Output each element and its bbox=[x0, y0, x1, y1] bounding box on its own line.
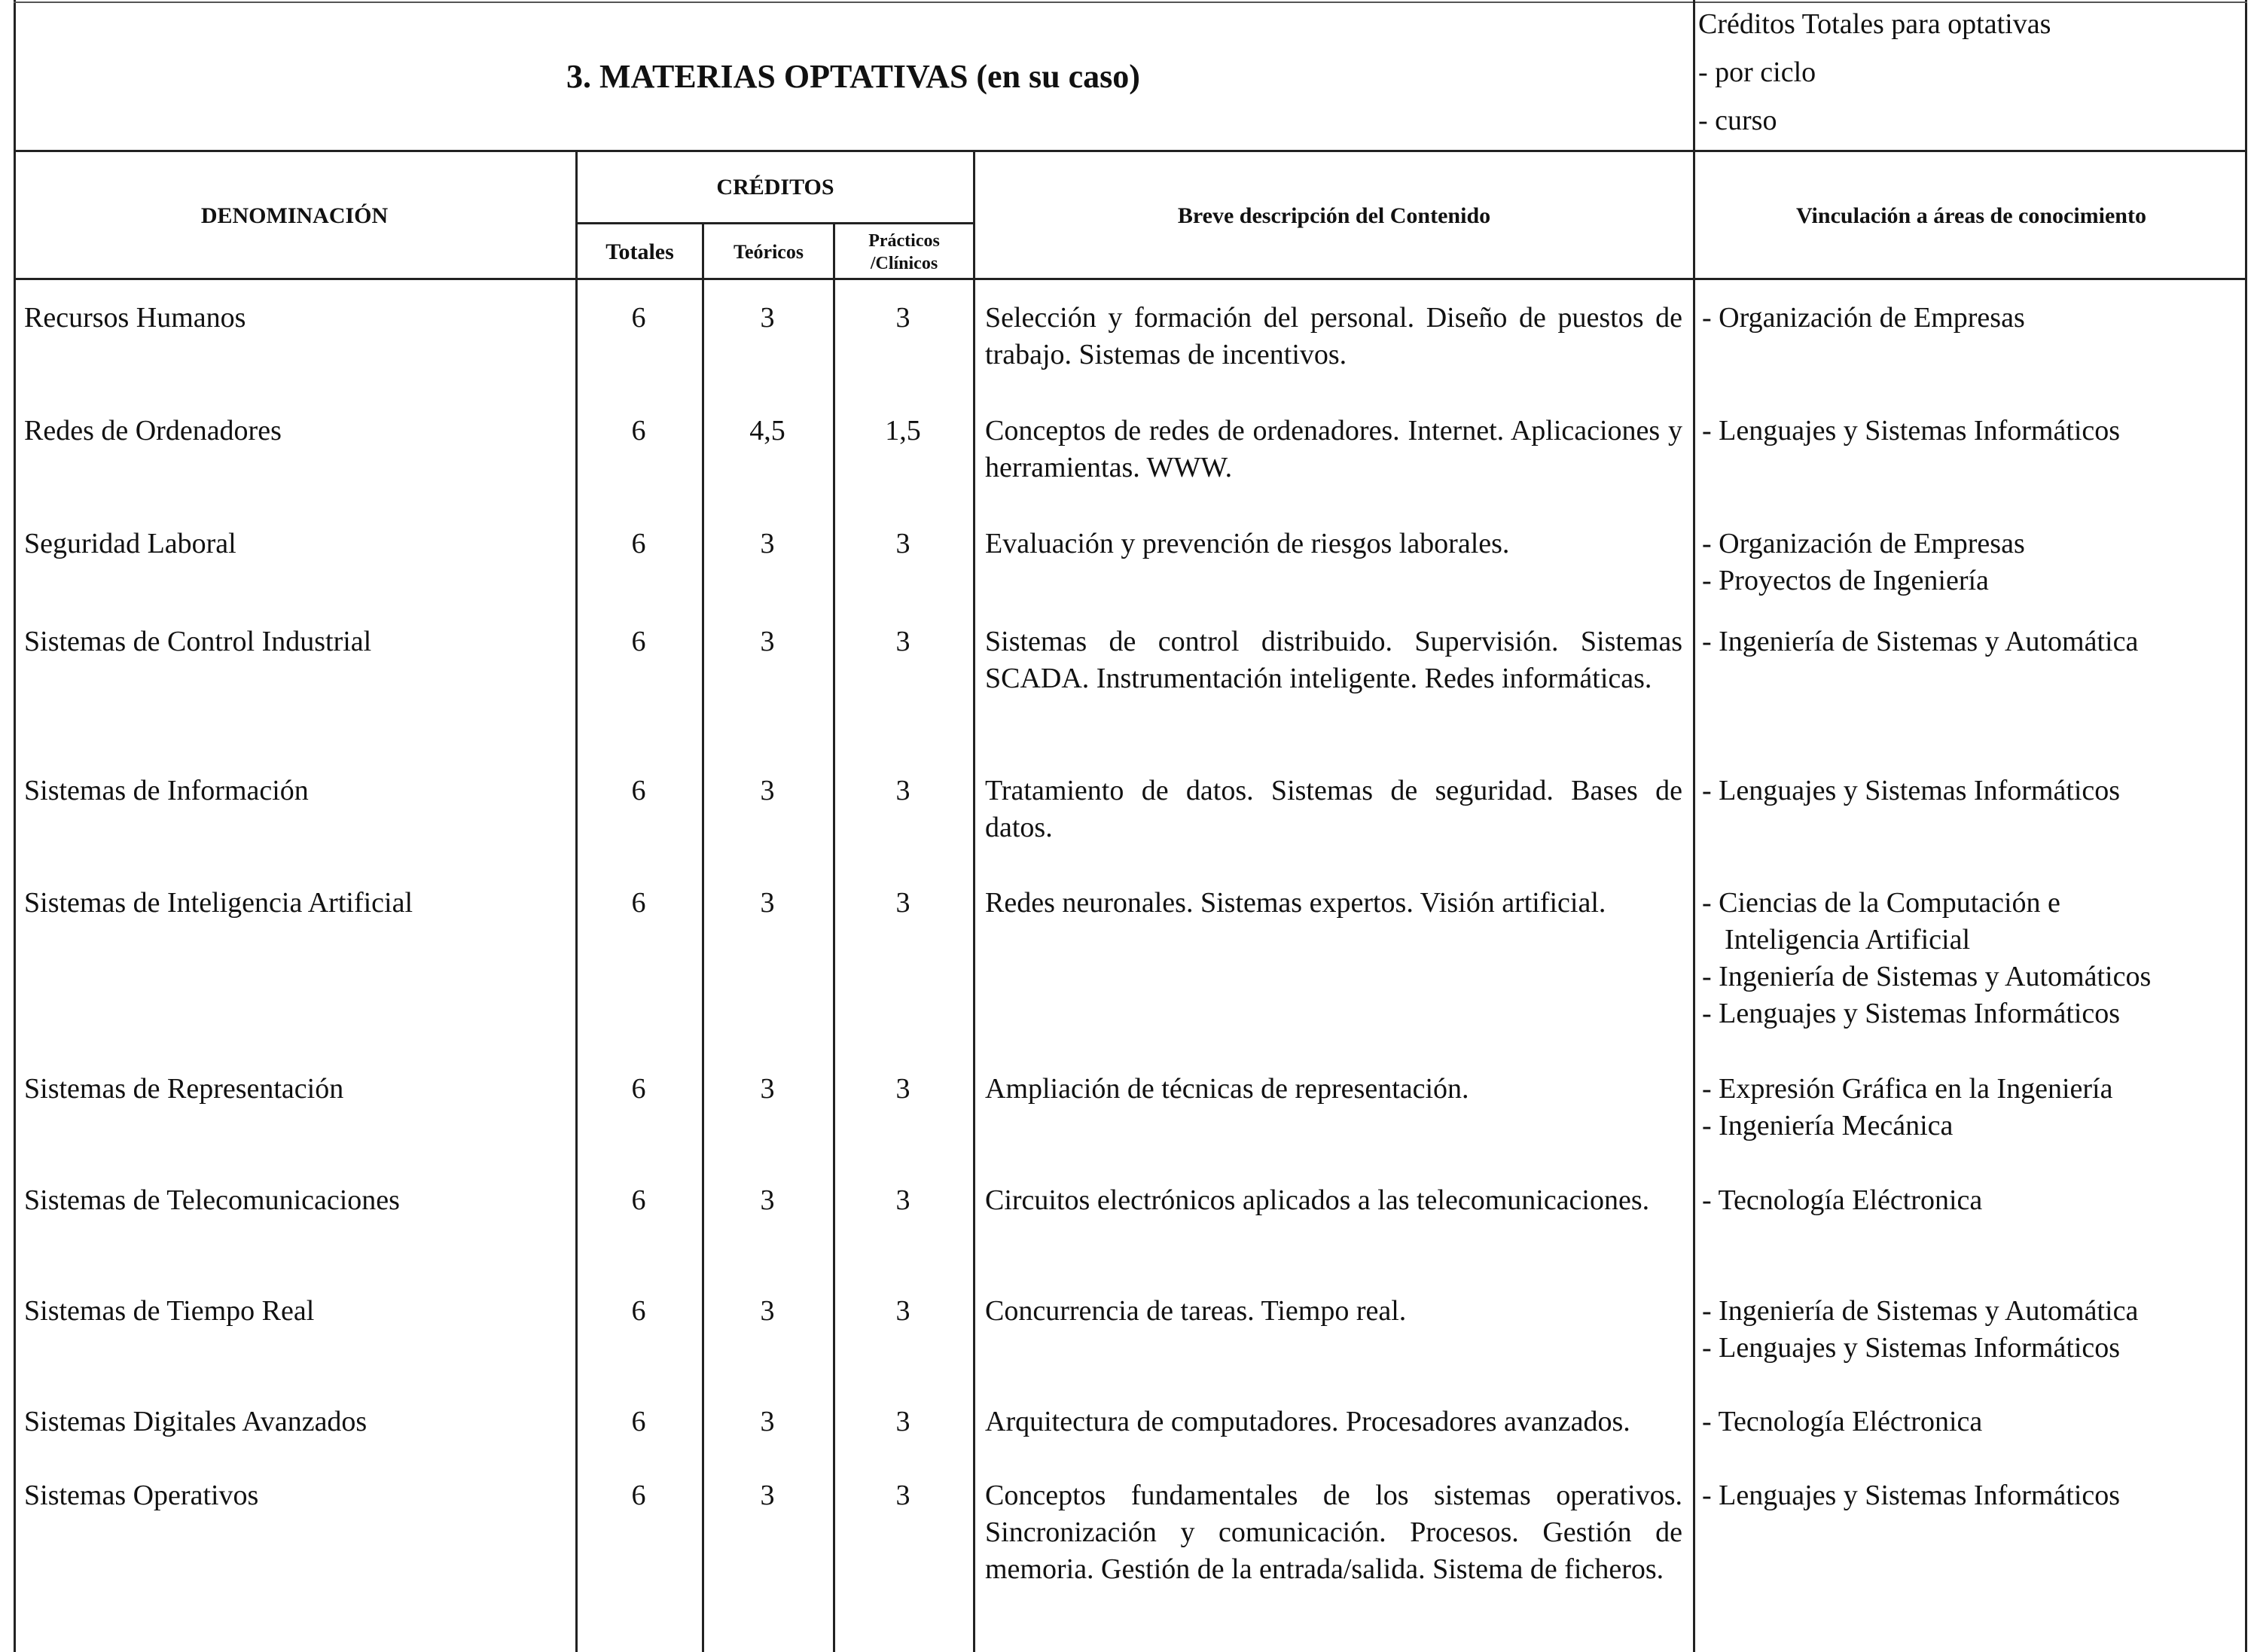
column-divider bbox=[575, 280, 578, 1652]
subject-name: Sistemas de Información bbox=[24, 775, 309, 806]
credits-practice: 3 bbox=[895, 626, 910, 657]
credits-total: 6 bbox=[631, 887, 646, 919]
knowledge-area-item: - Lenguajes y Sistemas Informáticos bbox=[1702, 1480, 2121, 1511]
knowledge-areas bbox=[1693, 1477, 2247, 1514]
subject-name: Redes de Ordenadores bbox=[24, 415, 282, 447]
credits-total: 6 bbox=[631, 1480, 646, 1511]
credits-practice: 3 bbox=[895, 1184, 910, 1216]
subject-name: Sistemas de Telecomunicaciones bbox=[24, 1184, 400, 1216]
credits-practice: 3 bbox=[895, 302, 910, 334]
subject-name: Sistemas de Representación bbox=[24, 1073, 344, 1105]
credits-practice: 3 bbox=[895, 1295, 910, 1327]
credits-summary-box bbox=[1693, 0, 2247, 152]
knowledge-areas bbox=[1693, 623, 2247, 660]
knowledge-areas bbox=[1693, 1182, 2247, 1219]
credits-summary-title: Créditos Totales para optativas bbox=[1698, 8, 2051, 40]
content-description: Selección y formación del personal. Diseño de puestos de trabajo. Sistemas de incentivos. bbox=[985, 302, 1682, 370]
content-description: Concurrencia de tareas. Tiempo real. bbox=[985, 1295, 1407, 1327]
table-header bbox=[14, 0, 2247, 152]
knowledge-area-item: - Ingeniería de Sistemas y Automática bbox=[1702, 626, 2139, 657]
col-vinculacion: Vinculación a áreas de conocimiento bbox=[1693, 152, 2247, 280]
credits-theory: 3 bbox=[760, 1295, 775, 1327]
knowledge-area-item: - Lenguajes y Sistemas Informáticos bbox=[1702, 415, 2121, 447]
credits-total: 6 bbox=[631, 415, 646, 447]
content-description: Sistemas de control distribuido. Supervisión. Sistemas SCADA. Instrumentación inteligente. Redes informáticas. bbox=[985, 626, 1682, 694]
credits-total: 6 bbox=[631, 626, 646, 657]
credits-total: 6 bbox=[631, 302, 646, 334]
content-description: Circuitos electrónicos aplicados a las telecomunicaciones. bbox=[985, 1184, 1650, 1216]
credits-theory: 3 bbox=[760, 528, 775, 559]
knowledge-area-item: - Ingeniería de Sistemas y Automática bbox=[1702, 1295, 2139, 1327]
content-description: Conceptos fundamentales de los sistemas operativos. Sincronización y comunicación. Procesos. Gestión de memoria. Gestión de la entrada/salida. Sistema de ficheros. bbox=[985, 1480, 1682, 1585]
knowledge-areas bbox=[1693, 300, 2247, 337]
knowledge-area-item: - Lenguajes y Sistemas Informáticos bbox=[1702, 998, 2121, 1029]
credits-theory: 3 bbox=[760, 302, 775, 334]
knowledge-area-item: - Ingeniería de Sistemas y Automáticos bbox=[1702, 961, 2152, 992]
col-teoricos: Teóricos bbox=[702, 224, 833, 280]
knowledge-areas bbox=[1693, 1071, 2247, 1145]
credits-practice: 3 bbox=[895, 887, 910, 919]
column-divider bbox=[702, 280, 704, 1652]
credits-practice: 3 bbox=[895, 775, 910, 806]
content-description: Evaluación y prevención de riesgos laborales. bbox=[985, 528, 1510, 559]
content-description: Ampliación de técnicas de representación. bbox=[985, 1073, 1469, 1105]
knowledge-areas bbox=[1693, 413, 2247, 450]
subject-name: Seguridad Laboral bbox=[24, 528, 236, 559]
col-practicos: Prácticos /Clínicos bbox=[833, 224, 973, 280]
knowledge-area-item: - Organización de Empresas bbox=[1702, 528, 2025, 559]
knowledge-areas bbox=[1693, 885, 2247, 1032]
column-headers bbox=[14, 152, 2247, 280]
credits-theory: 3 bbox=[760, 1073, 775, 1105]
credits-per-course: - curso bbox=[1698, 105, 1777, 136]
knowledge-area-item: - Tecnología Eléctronica bbox=[1702, 1184, 1983, 1216]
credits-total: 6 bbox=[631, 775, 646, 806]
credits-theory: 4,5 bbox=[749, 415, 785, 447]
credits-theory: 3 bbox=[760, 887, 775, 919]
credits-total: 6 bbox=[631, 1295, 646, 1327]
credits-practice: 3 bbox=[895, 1480, 910, 1511]
col-creditos: CRÉDITOS bbox=[575, 152, 973, 224]
knowledge-areas bbox=[1693, 526, 2247, 599]
knowledge-areas bbox=[1693, 773, 2247, 809]
credits-total: 6 bbox=[631, 1073, 646, 1105]
content-description: Conceptos de redes de ordenadores. Internet. Aplicaciones y herramientas. WWW. bbox=[985, 415, 1682, 483]
credits-theory: 3 bbox=[760, 626, 775, 657]
credits-theory: 3 bbox=[760, 1480, 775, 1511]
knowledge-area-item: - Lenguajes y Sistemas Informáticos bbox=[1702, 775, 2121, 806]
credits-total: 6 bbox=[631, 1406, 646, 1437]
credits-practice: 1,5 bbox=[885, 415, 921, 447]
knowledge-area-item: - Tecnología Eléctronica bbox=[1702, 1406, 1983, 1437]
content-description: Redes neuronales. Sistemas expertos. Visión artificial. bbox=[985, 887, 1606, 919]
knowledge-area-item: - Proyectos de Ingeniería bbox=[1702, 565, 1989, 596]
knowledge-area-item: - Organización de Empresas bbox=[1702, 302, 2025, 334]
column-divider bbox=[833, 280, 835, 1652]
knowledge-area-item: Inteligencia Artificial bbox=[1725, 924, 1971, 956]
knowledge-areas bbox=[1693, 1404, 2247, 1440]
subject-name: Sistemas de Tiempo Real bbox=[24, 1295, 315, 1327]
col-descripcion: Breve descripción del Contenido bbox=[973, 152, 1693, 280]
knowledge-areas bbox=[1693, 1293, 2247, 1367]
credits-practice: 3 bbox=[895, 1406, 910, 1437]
credits-per-cycle: - por ciclo bbox=[1698, 56, 1816, 88]
credits-theory: 3 bbox=[760, 1184, 775, 1216]
credits-practice: 3 bbox=[895, 528, 910, 559]
knowledge-area-item: - Lenguajes y Sistemas Informáticos bbox=[1702, 1332, 2121, 1364]
knowledge-area-item: - Ingeniería Mecánica bbox=[1702, 1110, 1954, 1141]
credits-total: 6 bbox=[631, 1184, 646, 1216]
knowledge-area-item: - Ciencias de la Computación e bbox=[1702, 887, 2060, 919]
page-title: 3. MATERIAS OPTATIVAS (en su caso) bbox=[566, 57, 1140, 95]
subject-name: Sistemas Operativos bbox=[24, 1480, 259, 1511]
col-denominacion: DENOMINACIÓN bbox=[200, 203, 389, 228]
content-description: Arquitectura de computadores. Procesadores avanzados. bbox=[985, 1406, 1630, 1437]
credits-practice: 3 bbox=[895, 1073, 910, 1105]
knowledge-area-item: - Expresión Gráfica en la Ingeniería bbox=[1702, 1073, 2113, 1105]
col-totales: Totales bbox=[575, 224, 702, 280]
credits-theory: 3 bbox=[760, 1406, 775, 1437]
credits-theory: 3 bbox=[760, 775, 775, 806]
subject-name: Sistemas de Control Industrial bbox=[24, 626, 372, 657]
subject-name: Sistemas Digitales Avanzados bbox=[24, 1406, 368, 1437]
credits-total: 6 bbox=[631, 528, 646, 559]
content-description: Tratamiento de datos. Sistemas de seguridad. Bases de datos. bbox=[985, 775, 1682, 843]
subject-name: Recursos Humanos bbox=[24, 302, 246, 334]
subject-name: Sistemas de Inteligencia Artificial bbox=[24, 887, 413, 919]
